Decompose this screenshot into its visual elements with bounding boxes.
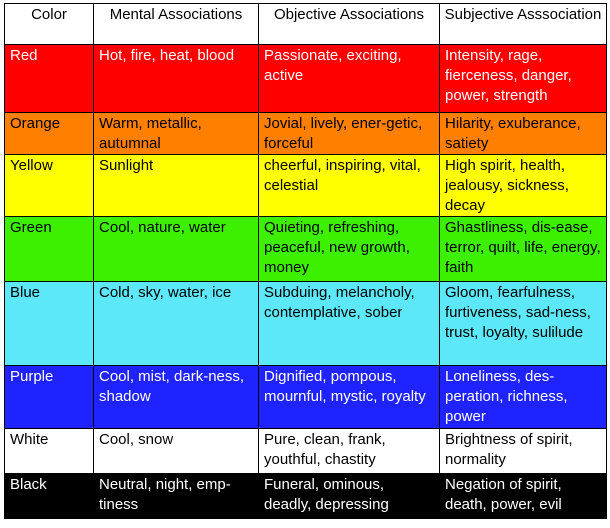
objective-cell: cheerful, inspiring, vital, celestial — [259, 155, 440, 217]
subjective-cell: Hilarity, exuberance, satiety — [440, 113, 607, 155]
table-row — [5, 474, 607, 519]
objective-cell: Dignified, pompous, mournful, mystic, royalty — [259, 366, 440, 429]
objective-cell: Passionate, exciting, active — [259, 45, 440, 113]
mental-cell: Neutral, night, emp-tiness — [94, 474, 259, 519]
color-name-cell: Orange — [5, 113, 94, 155]
header-subjective: Subjective Asssociation — [440, 4, 607, 45]
color-name-cell: Black — [5, 474, 94, 519]
objective-cell: Subduing, melancholy, contemplative, sober — [259, 282, 440, 366]
objective-cell: Pure, clean, frank, youthful, chastity — [259, 429, 440, 474]
subjective-cell: Intensity, rage, fierceness, danger, power, strength — [440, 45, 607, 113]
color-name-cell: Green — [5, 217, 94, 282]
subjective-cell: Gloom, fearfulness, furtiveness, sad-ness, trust, loyalty, sulilude — [440, 282, 607, 366]
subjective-cell: High spirit, health, jealousy, sickness, decay — [440, 155, 607, 217]
color-name-cell: White — [5, 429, 94, 474]
objective-cell: Funeral, ominous, deadly, depressing — [259, 474, 440, 519]
header-row — [5, 4, 607, 45]
color-name-cell: Blue — [5, 282, 94, 366]
mental-cell: Warm, metallic, autumnal — [94, 113, 259, 155]
mental-cell: Cool, nature, water — [94, 217, 259, 282]
table-row — [5, 113, 607, 155]
mental-cell: Cold, sky, water, ice — [94, 282, 259, 366]
objective-cell: Quieting, refreshing, peaceful, new growth, money — [259, 217, 440, 282]
subjective-cell: Loneliness, des-peration, richness, power — [440, 366, 607, 429]
table-row — [5, 429, 607, 474]
color-name-cell: Yellow — [5, 155, 94, 217]
color-name-cell: Red — [5, 45, 94, 113]
mental-cell: Hot, fire, heat, blood — [94, 45, 259, 113]
subjective-cell: Ghastliness, dis-ease, terror, quilt, life, energy, faith — [440, 217, 607, 282]
header-color: Color — [5, 4, 94, 45]
mental-cell: Sunlight — [94, 155, 259, 217]
mental-cell: Cool, snow — [94, 429, 259, 474]
color-associations-table — [4, 3, 607, 519]
table-row — [5, 155, 607, 217]
header-objective: Objective Associations — [259, 4, 440, 45]
table-row — [5, 217, 607, 282]
color-name-cell: Purple — [5, 366, 94, 429]
mental-cell: Cool, mist, dark-ness, shadow — [94, 366, 259, 429]
table-row — [5, 282, 607, 366]
subjective-cell: Brightness of spirit, normality — [440, 429, 607, 474]
subjective-cell: Negation of spirit, death, power, evil — [440, 474, 607, 519]
table-row — [5, 366, 607, 429]
objective-cell: Jovial, lively, ener-getic, forceful — [259, 113, 440, 155]
header-mental: Mental Associations — [94, 4, 259, 45]
table-row — [5, 45, 607, 113]
